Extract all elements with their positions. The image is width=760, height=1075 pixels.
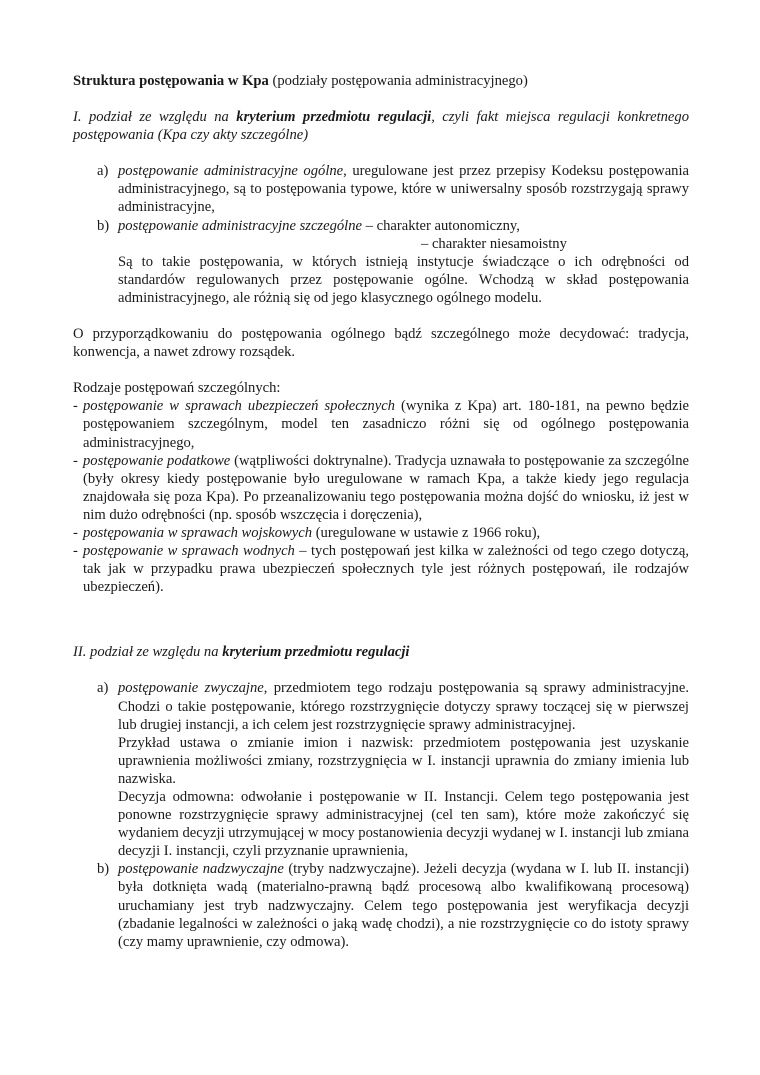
title-rest: (podziały postępowania administracyjnego) <box>268 73 528 89</box>
item-marker: a) <box>97 680 109 697</box>
section2-item-a: a) postępowanie zwyczajne, przedmiotem tego rodzaju postępowania są sprawy administracyjne. Chodzi o takie postępowanie, którego rozstrzygnięcie dotyczy sprawy toczącej się w pierwszej lub drugiej instancji, a ich celem jest rozstrzygnięcie sprawy administracyjnej. Przykład ustawa o zmianie imion i nazwisk: przedmiotem postępowania jest uzyskanie uprawnienia możliwości zmiany, rozstrzygnięcia w I. instancji uprawnia do zmiany imienia lub nazwiska. Decyzja odmowna: odwołanie i postępowanie w II. Instancji. Celem tego postępowania jest ponowne rozstrzygnięcie sprawy administracyjnej (cel ten sam), które może zakończyć się wydaniem decyzji utrzymującej w mocy postanowienia decyzji wydanej w I. instancji lub zmiana decyzji I. instancji, czyli przyznanie uprawnienia, <box>97 680 689 860</box>
item-marker: b) <box>97 861 110 878</box>
item-a-paragraph-2: Decyzja odmowna: odwołanie i postępowanie w II. Instancji. Celem tego postępowania jest ponowne rozstrzygnięcie sprawy administracyjnej (cel ten sam), które może zakończyć się wydaniem decyzji utrzymującej w mocy postanowienia decyzji wydanej w I. instancji lub zmiana decyzji I. instancji, czyli przyznanie uprawnienia, <box>118 789 689 860</box>
types-heading: Rodzaje postępowań szczególnych: <box>73 380 281 397</box>
item-b-paragraph: Są to takie postępowania, w których istnieją instytucje świadczące o ich odrębności od standardów regulowanych przez postępowanie ogólne. Wchodzą w skład postępowania administracyjnego, ale różnią się od jego klasycznego ogólnego modelu. <box>118 253 689 306</box>
section2-heading: II. podział ze względu na kryterium przedmiotu regulacji <box>73 644 410 661</box>
types-list-item: - postępowanie w sprawach wodnych – tych postępowań jest kilka w zależności od tego czego dotyczą, tak jak w przypadku prawa ubezpieczeń społecznych tyle jest różnych postępowań, ile rodzajów ubezpieczeń). <box>73 543 690 596</box>
item-marker: b) <box>97 217 110 234</box>
item-b-line2: – charakter niesamoistny <box>421 235 567 252</box>
section1-item-b: b) postępowanie administracyjne szczególne – charakter autonomiczny, – charakter niesamoistny Są to takie postępowania, w których istnieją instytucje świadczące o ich odrębności od standardów regulowanych przez postępowanie ogólne. Wchodzą w skład postępowania administracyjnego, ale różnią się od jego klasycznego ogólnego modelu. <box>97 217 689 306</box>
section1-note: O przyporządkowaniu do postępowania ogólnego bądź szczególnego może decydować: tradycja, konwencja, a nawet zdrowy rozsądek. <box>73 326 689 361</box>
section1-item-a: a) postępowanie administracyjne ogólne, uregulowane jest przez przepisy Kodeksu postępowania administracyjnego, są to postępowania typowe, które w uniwersalny sposób rozstrzygają sprawy administracyjne, <box>97 163 689 216</box>
document-page <box>73 72 689 951</box>
item-marker: a) <box>97 163 109 180</box>
types-list-item: - postępowania w sprawach wojskowych (uregulowane w ustawie z 1966 roku), <box>73 524 541 541</box>
section1-heading: I. podział ze względu na kryterium przedmiotu regulacji, czyli fakt miejsca regulacji konkretnego postępowania (Kpa czy akty szczególne) <box>73 109 689 144</box>
types-list-item: - postępowanie podatkowe (wątpliwości doktrynalne). Tradycja uznawała to postępowanie za szczególne (były okresy kiedy postępowanie było uregulowane w ramach Kpa, a także kiedy jego regulacja znajdowała się poza Kpa). Po przeanalizowaniu tego postępowania można dojść do wniosku, iż jest w nim dużo odrębności (np. sposób wszczęcia i doręczenia), <box>73 452 689 523</box>
document-title <box>73 72 689 90</box>
section2-item-b: b) postępowanie nadzwyczajne (tryby nadzwyczajne). Jeżeli decyzja (wydana w I. lub II. instancji) była dotknięta wadą (materialno-prawną bądź procesową albo kwalifikowaną procesową) uruchamiany jest tryb nadzwyczajny. Celem tego postępowania jest weryfikacja decyzji (zbadanie legalności w zależności o jaką wadę chodzi), a nie rozstrzygnięcie co do istoty sprawy (czy mamy uprawnienie, czy odmowa). <box>97 861 689 950</box>
section1-heading-bold: kryterium przedmiotu regulacji <box>236 109 432 126</box>
types-list-item: - postępowanie w sprawach ubezpieczeń społecznych (wynika z Kpa) art. 180-181, na pewno będzie postępowaniem szczególnym, model ten zasadniczo różni się od ogólnego postępowania administracyjnego, <box>73 398 689 451</box>
section2-heading-bold: kryterium przedmiotu regulacji <box>222 644 410 661</box>
item-a-paragraph-1: Przykład ustawa o zmianie imion i nazwisk: przedmiotem postępowania jest uzyskanie uprawnienia możliwości zmiany, rozstrzygnięcia w I. instancji uprawnia do zmiany imienia lub nazwiska. <box>118 734 689 787</box>
title-bold: Struktura postępowania w Kpa <box>73 73 269 89</box>
